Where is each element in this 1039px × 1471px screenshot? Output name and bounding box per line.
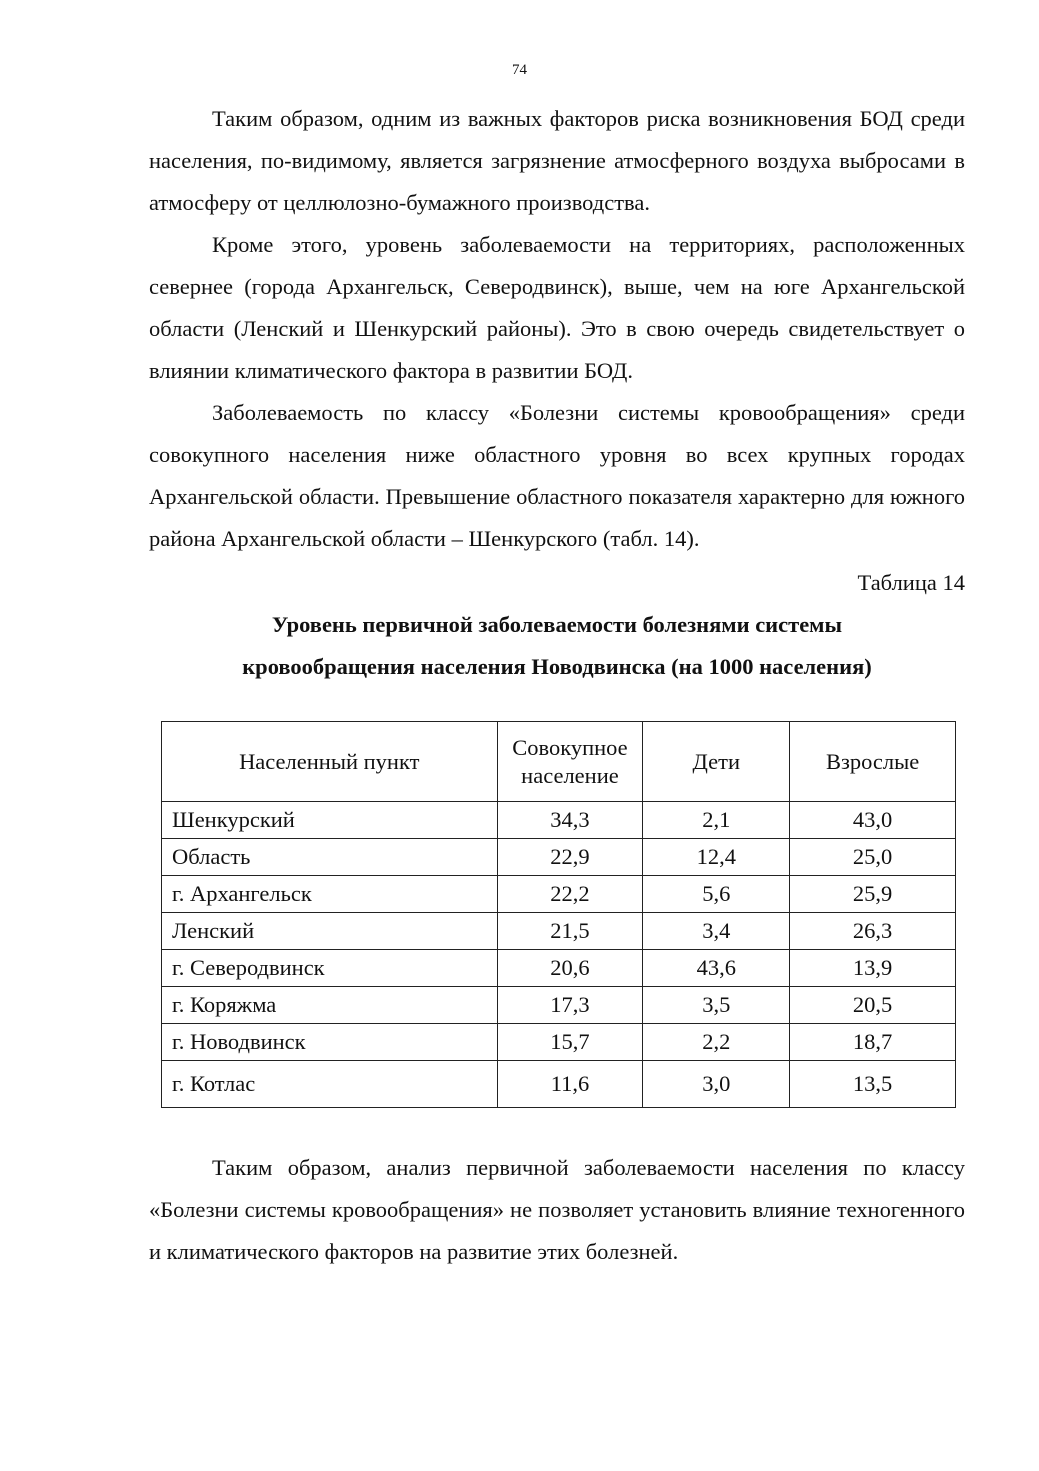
cell-adults: 18,7 (790, 1024, 956, 1061)
cell-adults: 43,0 (790, 802, 956, 839)
page-number: 74 (512, 62, 527, 78)
morbidity-table (161, 721, 956, 1108)
paragraph-3: Заболеваемость по классу «Болезни системы кровообращения» среди совокупного населения ниже областного уровня во всех крупных городах Архангельской области. Превышение областного показателя характерно для южного района Архангельской области – Шенкурского (табл. 14). (149, 400, 965, 551)
table-title-line-1: Уровень первичной заболеваемости болезнями системы (271, 612, 843, 637)
cell-adults: 25,0 (790, 839, 956, 876)
table-row (162, 950, 956, 987)
cell-total: 34,3 (497, 802, 643, 839)
cell-children: 5,6 (643, 876, 790, 913)
cell-place: г. Северодвинск (162, 950, 498, 987)
table-row (162, 913, 956, 950)
header-total-line-1: Совокупное (512, 734, 628, 760)
cell-total: 22,2 (497, 876, 643, 913)
cell-adults: 13,9 (790, 950, 956, 987)
header-total-line-2: население (521, 762, 619, 788)
table-row (162, 839, 956, 876)
table-header-row (162, 722, 956, 802)
header-adults: Взрослые (790, 722, 956, 802)
cell-children: 12,4 (643, 839, 790, 876)
cell-total: 17,3 (497, 987, 643, 1024)
cell-children: 3,4 (643, 913, 790, 950)
cell-total: 21,5 (497, 913, 643, 950)
table-label: Таблица 14 (857, 570, 965, 595)
cell-children: 3,0 (643, 1061, 790, 1108)
table-row (162, 987, 956, 1024)
cell-place: Ленский (162, 913, 498, 950)
cell-children: 3,5 (643, 987, 790, 1024)
table-title (149, 604, 965, 688)
table-row (162, 802, 956, 839)
header-total (497, 722, 643, 802)
cell-place: г. Котлас (162, 1061, 498, 1108)
cell-adults: 20,5 (790, 987, 956, 1024)
table-title-line-2: кровообращения населения Новодвинска (на 1000 населения) (242, 654, 872, 679)
cell-place: г. Архангельск (162, 876, 498, 913)
cell-place: Область (162, 839, 498, 876)
cell-place: г. Коряжма (162, 987, 498, 1024)
table-row (162, 876, 956, 913)
header-place: Населенный пункт (162, 722, 498, 802)
cell-adults: 25,9 (790, 876, 956, 913)
cell-children: 2,2 (643, 1024, 790, 1061)
header-children: Дети (643, 722, 790, 802)
cell-children: 43,6 (643, 950, 790, 987)
paragraph-2: Кроме этого, уровень заболеваемости на территориях, расположенных севернее (города Архангельск, Северодвинск), выше, чем на юге Архангельской области (Ленский и Шенкурский районы). Это в свою очередь свидетельствует о влиянии климатического фактора в развитии БОД. (149, 232, 965, 383)
cell-adults: 13,5 (790, 1061, 956, 1108)
cell-total: 22,9 (497, 839, 643, 876)
table-row (162, 1024, 956, 1061)
paragraph-1: Таким образом, одним из важных факторов риска возникновения БОД среди населения, по-видимому, является загрязнение атмосферного воздуха выбросами в атмосферу от целлюлозно-бумажного производства. (149, 106, 965, 215)
cell-total: 11,6 (497, 1061, 643, 1108)
cell-children: 2,1 (643, 802, 790, 839)
paragraph-4: Таким образом, анализ первичной заболеваемости населения по классу «Болезни системы кровообращения» не позволяет установить влияние техногенного и климатического факторов на развитие этих болезней. (149, 1155, 965, 1264)
cell-total: 20,6 (497, 950, 643, 987)
cell-total: 15,7 (497, 1024, 643, 1061)
cell-adults: 26,3 (790, 913, 956, 950)
cell-place: Шенкурский (162, 802, 498, 839)
table-row (162, 1061, 956, 1108)
cell-place: г. Новодвинск (162, 1024, 498, 1061)
